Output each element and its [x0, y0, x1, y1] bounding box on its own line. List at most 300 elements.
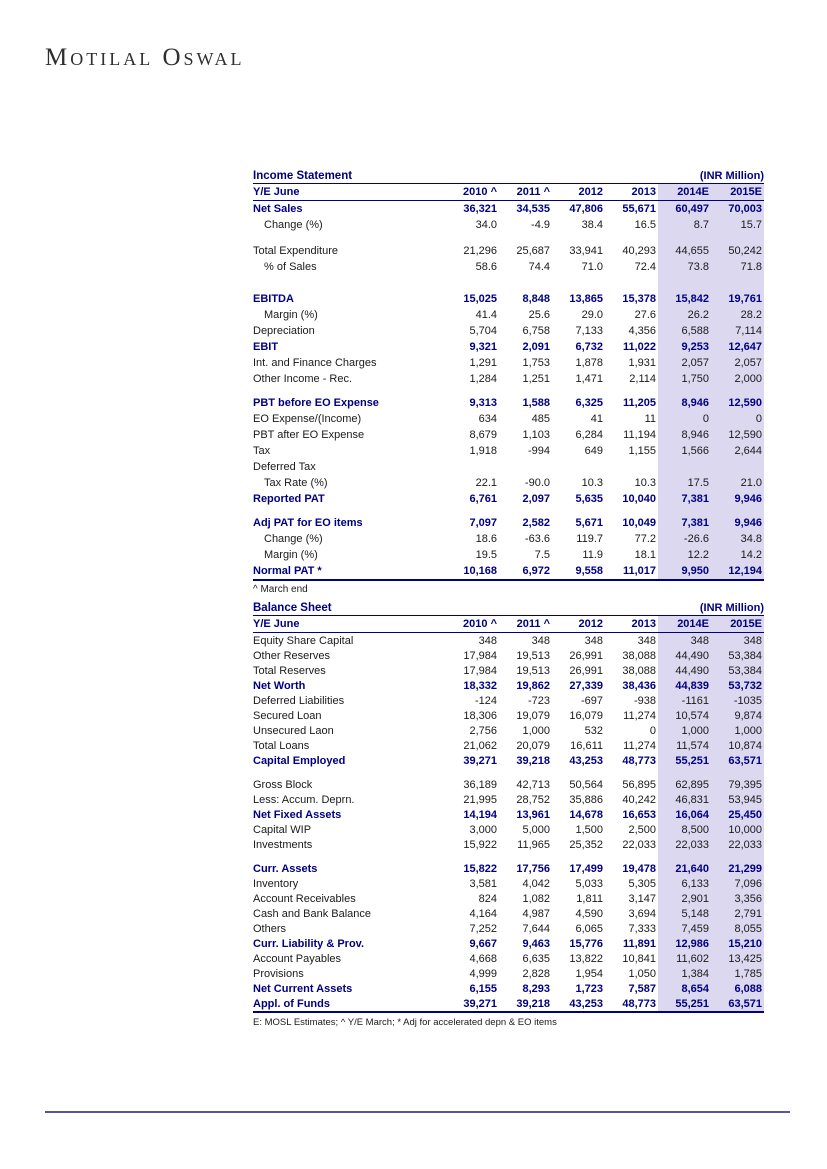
cell-value: 7,333	[628, 922, 656, 935]
year-column-header: 2010 ^	[463, 186, 497, 198]
row-label: Total Expenditure	[253, 245, 338, 257]
cell-value	[552, 459, 605, 475]
table-row	[253, 395, 764, 411]
table-row	[253, 491, 764, 507]
cell-value: 41	[590, 413, 603, 425]
cell-value: 11,022	[622, 341, 656, 353]
row-label: % of Sales	[264, 261, 317, 273]
cell-value: -723	[527, 694, 550, 707]
cell-value: 26,991	[569, 649, 603, 662]
row-label: Curr. Liability & Prov.	[253, 937, 365, 950]
cell-value: 19,513	[516, 649, 550, 662]
row-label: Deferred Liabilities	[253, 694, 345, 707]
cell-value: 0	[711, 411, 764, 427]
cell-value: 48,773	[622, 754, 656, 767]
cell-value	[499, 459, 552, 475]
row-label: Deferred Tax	[253, 461, 316, 473]
cell-value: 7,252	[469, 922, 497, 935]
row-label: EBITDA	[253, 293, 294, 305]
cell-value: 53,384	[711, 663, 764, 678]
table-row	[253, 547, 764, 563]
table-row	[253, 217, 764, 233]
cell-value: 44,490	[658, 663, 711, 678]
page-divider-line	[45, 1111, 790, 1113]
cell-value	[499, 275, 552, 291]
table-row	[253, 951, 764, 966]
cell-value: 14,194	[463, 808, 497, 821]
row-label: Net Worth	[253, 679, 306, 692]
cell-value: 12,647	[711, 339, 764, 355]
cell-value	[711, 768, 764, 777]
cell-value: 56,895	[622, 778, 656, 791]
cell-value	[499, 852, 552, 861]
cell-value: 8,293	[522, 982, 550, 995]
row-label: Other Income - Rec.	[253, 373, 353, 385]
cell-value: 8,055	[711, 921, 764, 936]
cell-value: 36,189	[463, 778, 497, 791]
spacer-row	[253, 275, 764, 291]
cell-value: 348	[531, 634, 550, 647]
cell-value: 43,253	[569, 754, 603, 767]
cell-value: 14.2	[711, 547, 764, 563]
cell-value: 5,635	[575, 493, 603, 505]
cell-value: 15,842	[658, 291, 711, 307]
cell-value: 77.2	[634, 533, 656, 545]
cell-value: 16,611	[570, 739, 603, 752]
cell-value: 18,332	[463, 679, 497, 692]
cell-value: 2,644	[711, 443, 764, 459]
financials-column	[253, 167, 764, 1028]
balance-sheet-table	[253, 599, 764, 1013]
year-column-header: 2011 ^	[516, 618, 550, 630]
row-label: Less: Accum. Deprn.	[253, 793, 355, 806]
year-column-header: 2013	[631, 186, 656, 198]
cell-value: 12,590	[711, 395, 764, 411]
cell-value: 39,218	[516, 997, 550, 1010]
cell-value: 22,033	[658, 837, 711, 852]
row-label: Total Loans	[253, 739, 310, 752]
table-row	[253, 738, 764, 753]
row-label: Curr. Assets	[253, 862, 318, 875]
cell-value: 12.2	[658, 547, 711, 563]
cell-value: 9,463	[522, 937, 550, 950]
cell-value: 22,033	[622, 838, 656, 851]
cell-value: -697	[580, 694, 603, 707]
table-row	[253, 243, 764, 259]
cell-value	[446, 387, 499, 395]
cell-value: 16,079	[569, 709, 603, 722]
table-row	[253, 307, 764, 323]
cell-value: 1,878	[575, 357, 603, 369]
table-row	[253, 201, 764, 217]
cell-value: 21,299	[711, 861, 764, 876]
cell-value	[605, 852, 658, 861]
march-end-footnote: ^ March end	[253, 584, 308, 595]
cell-value: 43,253	[569, 997, 603, 1010]
cell-value: 63,571	[711, 753, 764, 768]
cell-value	[658, 387, 711, 395]
cell-value: 1,050	[628, 967, 656, 980]
table-unit-label: (INR Million)	[699, 170, 764, 182]
cell-value: 1,954	[575, 967, 603, 980]
cell-value: 2,756	[469, 724, 497, 737]
row-label: Margin (%)	[264, 309, 318, 321]
cell-value: -1161	[658, 693, 711, 708]
cell-value	[711, 459, 764, 475]
cell-value: 72.4	[634, 261, 656, 273]
cell-value: 4,042	[522, 877, 550, 890]
table-row	[253, 339, 764, 355]
cell-value	[605, 233, 658, 243]
cell-value: 4,356	[628, 325, 656, 337]
cell-value: 42,713	[516, 778, 550, 791]
cell-value: 62,895	[658, 777, 711, 792]
cell-value	[446, 768, 499, 777]
cell-value	[605, 459, 658, 475]
row-label: Others	[253, 922, 287, 935]
cell-value: 19.5	[475, 549, 497, 561]
cell-value: 58.6	[475, 261, 497, 273]
row-label: Investments	[253, 838, 313, 851]
table-row	[253, 936, 764, 951]
year-column-header: 2015E	[711, 184, 764, 200]
cell-value: 2,500	[628, 823, 656, 836]
cell-value: 40,293	[622, 245, 656, 257]
cell-value: 2,901	[658, 891, 711, 906]
table-row	[253, 459, 764, 475]
row-label: Capital WIP	[253, 823, 312, 836]
cell-value: -26.6	[658, 531, 711, 547]
cell-value: 5,671	[575, 517, 603, 529]
cell-value: 25,352	[569, 838, 603, 851]
cell-value: 53,384	[711, 648, 764, 663]
year-column-header: 2015E	[711, 616, 764, 632]
cell-value: 26,991	[569, 664, 603, 677]
year-column-header: 2012	[578, 186, 603, 198]
cell-value: 12,986	[658, 936, 711, 951]
spacer-row	[253, 768, 764, 777]
table-row	[253, 792, 764, 807]
cell-value: 17,984	[463, 649, 497, 662]
cell-value: 119.7	[576, 533, 603, 545]
row-label: Int. and Finance Charges	[253, 357, 377, 369]
cell-value: 26.2	[658, 307, 711, 323]
cell-value: 18,306	[463, 709, 497, 722]
cell-value: 1,291	[469, 357, 497, 369]
year-column-header: 2010 ^	[463, 618, 497, 630]
row-label: Inventory	[253, 877, 299, 890]
table-title: Balance Sheet	[253, 602, 332, 614]
cell-value: 39,271	[463, 997, 497, 1010]
cell-value: 53,945	[711, 792, 764, 807]
cell-value: 2,097	[522, 493, 550, 505]
cell-value: 8.7	[658, 217, 711, 233]
cell-value: 16,653	[622, 808, 656, 821]
cell-value: 5,305	[628, 877, 656, 890]
table-row	[253, 966, 764, 981]
cell-value: 21.0	[711, 475, 764, 491]
cell-value: 73.8	[658, 259, 711, 275]
table-header-row	[253, 616, 764, 633]
cell-value	[499, 507, 552, 515]
cell-value: 34.0	[475, 219, 497, 231]
cell-value	[658, 768, 711, 777]
row-label: Equity Share Capital	[253, 634, 354, 647]
row-label: PBT before EO Expense	[253, 397, 379, 409]
cell-value: 3,356	[711, 891, 764, 906]
year-column-header: 2014E	[658, 184, 711, 200]
year-end-label: Y/E June	[253, 618, 300, 630]
cell-value: 41.4	[475, 309, 497, 321]
cell-value: 44,490	[658, 648, 711, 663]
table-row	[253, 291, 764, 307]
cell-value: 1,753	[522, 357, 550, 369]
cell-value: 28.2	[711, 307, 764, 323]
table-row	[253, 259, 764, 275]
cell-value: 19,513	[516, 664, 550, 677]
cell-value: 4,164	[469, 907, 497, 920]
table-row	[253, 822, 764, 837]
row-label: Normal PAT *	[253, 565, 322, 577]
cell-value: 2,000	[711, 371, 764, 387]
year-column-header: 2012	[578, 618, 603, 630]
cell-value: 55,671	[622, 203, 656, 215]
cell-value: 1,155	[628, 445, 656, 457]
row-label: Appl. of Funds	[253, 997, 330, 1010]
row-label: Account Receivables	[253, 892, 356, 905]
cell-value: 46,831	[658, 792, 711, 807]
cell-value: 10,168	[463, 565, 497, 577]
cell-value: 13,425	[711, 951, 764, 966]
cell-value: 10,049	[622, 517, 656, 529]
cell-value: 15,378	[622, 293, 656, 305]
cell-value: 29.0	[581, 309, 603, 321]
cell-value: 6,133	[658, 876, 711, 891]
cell-value: 1,500	[575, 823, 603, 836]
cell-value: 11,574	[658, 738, 711, 753]
cell-value: 4,987	[522, 907, 550, 920]
income-statement-title-row	[253, 167, 764, 184]
cell-value: 1,384	[658, 966, 711, 981]
cell-value: 6,284	[575, 429, 603, 441]
cell-value: 6,732	[575, 341, 603, 353]
cell-value: 47,806	[569, 203, 603, 215]
row-label: Account Payables	[253, 952, 342, 965]
cell-value: 25.6	[528, 309, 550, 321]
cell-value	[446, 459, 499, 475]
balance-sheet-title-row	[253, 599, 764, 616]
cell-value: 485	[531, 413, 550, 425]
table-row	[253, 693, 764, 708]
spacer-row	[253, 233, 764, 243]
row-label: Provisions	[253, 967, 304, 980]
cell-value: 1,471	[575, 373, 603, 385]
table-row	[253, 515, 764, 531]
cell-value: 15.7	[711, 217, 764, 233]
cell-value	[499, 768, 552, 777]
row-label: EO Expense/(Income)	[253, 413, 362, 425]
cell-value: 71.8	[711, 259, 764, 275]
year-column-header: 2014E	[658, 616, 711, 632]
cell-value: 7,644	[522, 922, 550, 935]
cell-value: 649	[584, 445, 603, 457]
table-row	[253, 411, 764, 427]
cell-value: 10.3	[634, 477, 656, 489]
cell-value: 8,654	[658, 981, 711, 996]
cell-value: 6,588	[658, 323, 711, 339]
cell-value: 7,114	[711, 323, 764, 339]
cell-value	[711, 233, 764, 243]
cell-value	[605, 275, 658, 291]
cell-value: 39,218	[516, 754, 550, 767]
table-row	[253, 981, 764, 996]
row-label: EBIT	[253, 341, 279, 353]
cell-value: 7,381	[658, 515, 711, 531]
cell-value: 6,065	[575, 922, 603, 935]
cell-value: 15,922	[463, 838, 497, 851]
cell-value: 7.5	[534, 549, 550, 561]
cell-value: -4.9	[531, 219, 550, 231]
year-column-header: 2013	[631, 618, 656, 630]
row-label: Tax Rate (%)	[264, 477, 328, 489]
cell-value: 70,003	[711, 201, 764, 217]
cell-value: 12,194	[711, 563, 764, 579]
cell-value: 1,000	[711, 723, 764, 738]
cell-value: 9,950	[658, 563, 711, 579]
cell-value	[499, 233, 552, 243]
table-body	[253, 633, 764, 1013]
cell-value: 1,566	[658, 443, 711, 459]
spacer-row	[253, 507, 764, 515]
cell-value: 19,862	[516, 679, 550, 692]
cell-value: 9,946	[711, 515, 764, 531]
row-label: Margin (%)	[264, 549, 318, 561]
cell-value	[711, 387, 764, 395]
cell-value: 11	[644, 413, 656, 425]
table-row	[253, 355, 764, 371]
cell-value: 3,694	[628, 907, 656, 920]
table-row	[253, 531, 764, 547]
cell-value: 10,000	[711, 822, 764, 837]
cell-value: 33,941	[569, 245, 603, 257]
cell-value: 50,564	[569, 778, 603, 791]
cell-value: 12,590	[711, 427, 764, 443]
cell-value: 1,750	[658, 371, 711, 387]
cell-value: 11,602	[658, 951, 711, 966]
cell-value: 348	[658, 633, 711, 648]
cell-value: 36,321	[463, 203, 497, 215]
cell-value	[711, 852, 764, 861]
cell-value: 19,079	[516, 709, 550, 722]
cell-value: 1,931	[628, 357, 656, 369]
row-label: Net Fixed Assets	[253, 808, 342, 821]
cell-value: -90.0	[524, 477, 550, 489]
table-row	[253, 906, 764, 921]
table-row	[253, 921, 764, 936]
cell-value: 348	[584, 634, 603, 647]
cell-value: 44,655	[658, 243, 711, 259]
cell-value: 4,999	[469, 967, 497, 980]
cell-value: 27,339	[569, 679, 603, 692]
cell-value: 16,064	[658, 807, 711, 822]
cell-value: 7,097	[469, 517, 497, 529]
cell-value: 1,251	[522, 373, 550, 385]
cell-value: 7,459	[658, 921, 711, 936]
cell-value: 60,497	[658, 201, 711, 217]
cell-value: 38,436	[622, 679, 656, 692]
table-row	[253, 427, 764, 443]
table-row	[253, 891, 764, 906]
cell-value	[711, 507, 764, 515]
cell-value: 11,965	[517, 838, 550, 851]
cell-value: 6,635	[522, 952, 550, 965]
cell-value: 8,500	[658, 822, 711, 837]
cell-value: 11,017	[622, 565, 656, 577]
cell-value: 22,033	[711, 837, 764, 852]
cell-value: 11,194	[623, 429, 656, 441]
cell-value: 2,057	[658, 355, 711, 371]
cell-value: 34.8	[711, 531, 764, 547]
cell-value: -1035	[711, 693, 764, 708]
cell-value: 1,082	[522, 892, 550, 905]
row-label: Net Sales	[253, 203, 303, 215]
row-label: Reported PAT	[253, 493, 325, 505]
table-row	[253, 753, 764, 768]
cell-value: 1,000	[522, 724, 550, 737]
cell-value: 9,253	[658, 339, 711, 355]
cell-value: 27.6	[634, 309, 656, 321]
cell-value: 1,811	[576, 892, 603, 905]
cell-value	[446, 852, 499, 861]
cell-value: 9,313	[469, 397, 497, 409]
cell-value: 634	[478, 413, 497, 425]
table-row	[253, 723, 764, 738]
cell-value: 532	[584, 724, 603, 737]
table-row	[253, 323, 764, 339]
cell-value: 8,946	[658, 395, 711, 411]
cell-value: 15,210	[711, 936, 764, 951]
cell-value: 8,946	[658, 427, 711, 443]
cell-value: 5,000	[522, 823, 550, 836]
cell-value: 17,499	[569, 862, 603, 875]
table-header-row	[253, 184, 764, 201]
row-label: Other Reserves	[253, 649, 331, 662]
table-row	[253, 443, 764, 459]
cell-value: 50,242	[711, 243, 764, 259]
cell-value: 79,395	[711, 777, 764, 792]
table-row	[253, 807, 764, 822]
cell-value: 10,874	[711, 738, 764, 753]
table-row	[253, 663, 764, 678]
cell-value: -938	[633, 694, 656, 707]
cell-value	[711, 275, 764, 291]
cell-value: 7,096	[711, 876, 764, 891]
cell-value: 4,590	[575, 907, 603, 920]
cell-value: 9,874	[711, 708, 764, 723]
cell-value: 14,678	[569, 808, 603, 821]
cell-value: 10,040	[622, 493, 656, 505]
cell-value: 5,033	[575, 877, 603, 890]
cell-value: 55,251	[658, 996, 711, 1011]
cell-value: 44,839	[658, 678, 711, 693]
cell-value: 2,791	[711, 906, 764, 921]
cell-value: 3,147	[628, 892, 656, 905]
table-row	[253, 708, 764, 723]
cell-value: 11,274	[623, 739, 656, 752]
table-row	[253, 996, 764, 1011]
cell-value: 11,891	[622, 937, 656, 950]
cell-value: 25,450	[711, 807, 764, 822]
